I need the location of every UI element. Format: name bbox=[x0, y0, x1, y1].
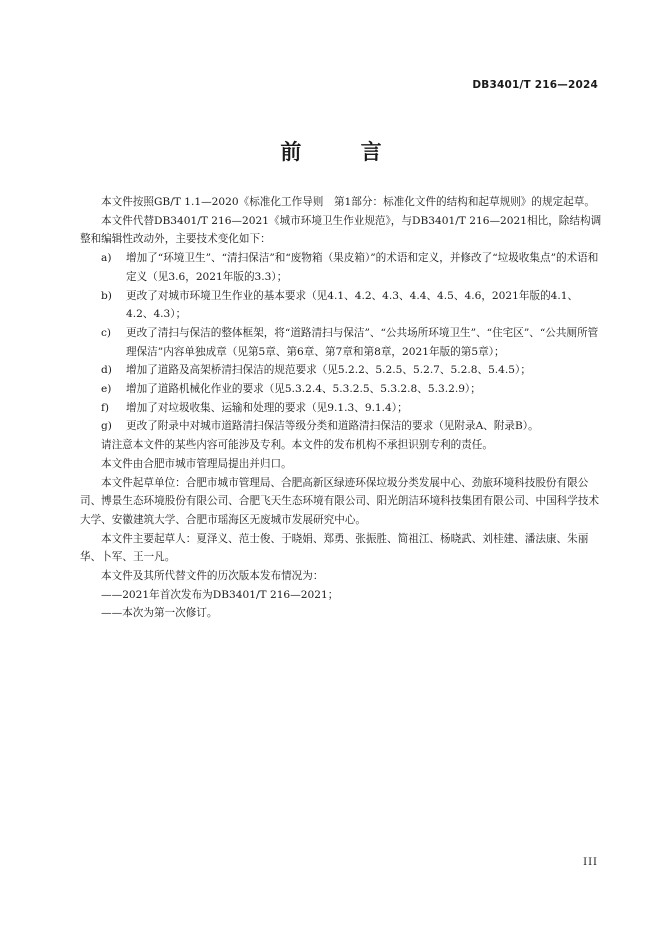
history-item: ——本次为第一次修订。 bbox=[101, 607, 218, 620]
change-item-a bbox=[80, 249, 602, 286]
change-item-b bbox=[80, 287, 602, 324]
document-id: DB3401/T 216—2024 bbox=[472, 79, 598, 91]
change-item-text: 增加了道路机械化作业的要求（见5.3.2.4、5.3.2.5、5.3.2.8、5.3.2.9）； bbox=[126, 383, 481, 396]
proposer-statement: 本文件由合肥市城市管理局提出并归口。 bbox=[101, 457, 292, 470]
change-item-d bbox=[80, 361, 602, 380]
page-title: 前 言 bbox=[280, 140, 408, 164]
change-item-label: d) bbox=[101, 364, 112, 377]
history-item: ——2021年首次发布为DB3401/T 216—2021； bbox=[101, 588, 339, 601]
change-item-label: e) bbox=[101, 383, 112, 396]
drafting-organizations: 本文件起草单位：合肥市城市管理局、合肥高新区绿迹环保垃圾分类发展中心、劲旅环境科技股份有限公司、博景生态环境股份有限公司、合肥飞天生态环境有限公司、阳光朗洁环境科技集团有限公司、中国科学技术大学、安徽建筑大学、合肥市瑶海区无废城市发展研究中心。 bbox=[80, 476, 600, 526]
change-item-text: 增加了对垃圾收集、运输和处理的要求（见9.1.3、9.1.4）； bbox=[126, 401, 408, 414]
intro-paragraph-2: 本文件代替DB3401/T 216—2021《城市环境卫生作业规范》，与DB3401/T 216—2021相比，除结构调整和编辑性改动外，主要技术变化如下： bbox=[80, 214, 602, 246]
change-item-label: a) bbox=[101, 252, 112, 265]
change-item-label: g) bbox=[101, 420, 112, 433]
version-history-intro: 本文件及其所代替文件的历次版本发布情况为： bbox=[101, 570, 324, 583]
change-item-text: 更改了对城市环境卫生作业的基本要求（见4.1、4.2、4.3、4.4、4.5、4.6，2021年版的4.1、4.2、4.3）； bbox=[126, 289, 579, 321]
change-item-f bbox=[80, 399, 602, 418]
patent-notice: 请注意本文件的某些内容可能涉及专利。本文件的发布机构不承担识别专利的责任。 bbox=[101, 439, 493, 452]
change-item-text: 增加了道路及高架桥清扫保洁的规范要求（见5.2.2、5.2.5、5.2.7、5.2.8、5.4.5）； bbox=[126, 364, 531, 377]
change-item-e bbox=[80, 380, 602, 399]
intro-paragraph-1: 本文件按照GB/T 1.1—2020《标准化工作导则 第1部分：标准化文件的结构和起草规则》的规定起草。 bbox=[101, 196, 595, 208]
change-item-c bbox=[80, 324, 602, 361]
change-item-label: b) bbox=[101, 289, 112, 302]
change-item-label: f) bbox=[101, 401, 110, 414]
foreword-body bbox=[80, 193, 602, 623]
change-item-g bbox=[80, 417, 602, 436]
page-number: III bbox=[583, 857, 598, 868]
change-item-label: c) bbox=[101, 326, 112, 339]
change-item-text: 更改了清扫与保洁的整体框架，将“道路清扫与保洁”、“公共场所环境卫生”、“住宅区”、“公共厕所管理保洁”内容单独成章（见第5章、第6章、第7章和第8章，2021年版的第5章）； bbox=[126, 326, 599, 358]
drafters: 本文件主要起草人：夏泽义、范士俊、于晓娟、郑勇、张振胜、简祖江、杨晓武、刘桂建、潘法康、朱丽华、卜军、王一凡。 bbox=[80, 532, 589, 564]
change-item-text: 更改了附录中对城市道路清扫保洁等级分类和道路清扫保洁的要求（见附录A、附录B）。 bbox=[126, 420, 539, 433]
change-item-text: 增加了“环境卫生”、“清扫保洁”和“废物箱（果皮箱）”的术语和定义，并修改了“垃圾收集点”的术语和定义（见3.6，2021年版的3.3）； bbox=[126, 252, 599, 283]
